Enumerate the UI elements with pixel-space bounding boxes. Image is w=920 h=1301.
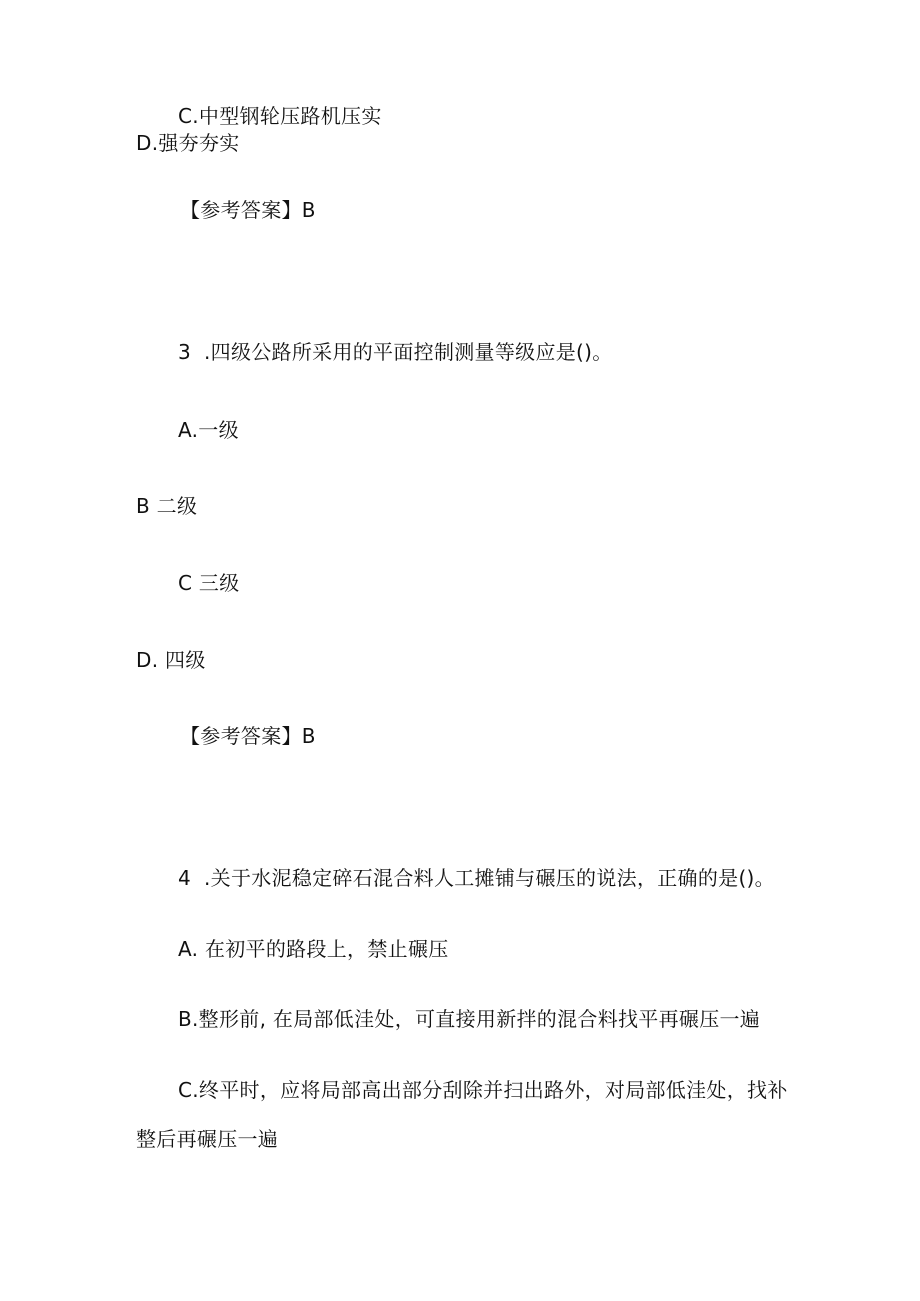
- q4-option-b: B.整形前, 在局部低洼处，可直接用新拌的混合料找平再碾压一遍: [178, 1007, 761, 1031]
- q3-stem: .四级公路所采用的平面控制测量等级应是()。: [204, 340, 613, 364]
- q3-option-a: A.一级: [178, 418, 239, 442]
- q2-option-c: C.中型钢轮压路机压实: [178, 104, 382, 128]
- q4-option-a: A. 在初平的路段上，禁止碾压: [178, 937, 449, 961]
- q3-option-c: C 三级: [178, 571, 240, 595]
- q4-option-c-line1: C.终平时，应将局部高出部分刮除并扫出路外，对局部低洼处，找补: [178, 1078, 788, 1102]
- q4-stem: .关于水泥稳定碎石混合料人工摊铺与碾压的说法，正确的是()。: [204, 866, 775, 890]
- q3-question: [178, 340, 613, 364]
- q3-option-b: B 二级: [136, 494, 198, 518]
- q3-answer: 【参考答案】B: [180, 724, 316, 748]
- q3-number: 3: [178, 340, 192, 364]
- q3-option-d: D. 四级: [136, 648, 206, 672]
- q4-question: [178, 866, 775, 890]
- q2-option-d: D.强夯夯实: [136, 131, 240, 155]
- q2-answer: 【参考答案】B: [180, 198, 316, 222]
- q4-number: 4: [178, 866, 192, 890]
- q4-option-c-line2: 整后再碾压一遍: [136, 1127, 279, 1151]
